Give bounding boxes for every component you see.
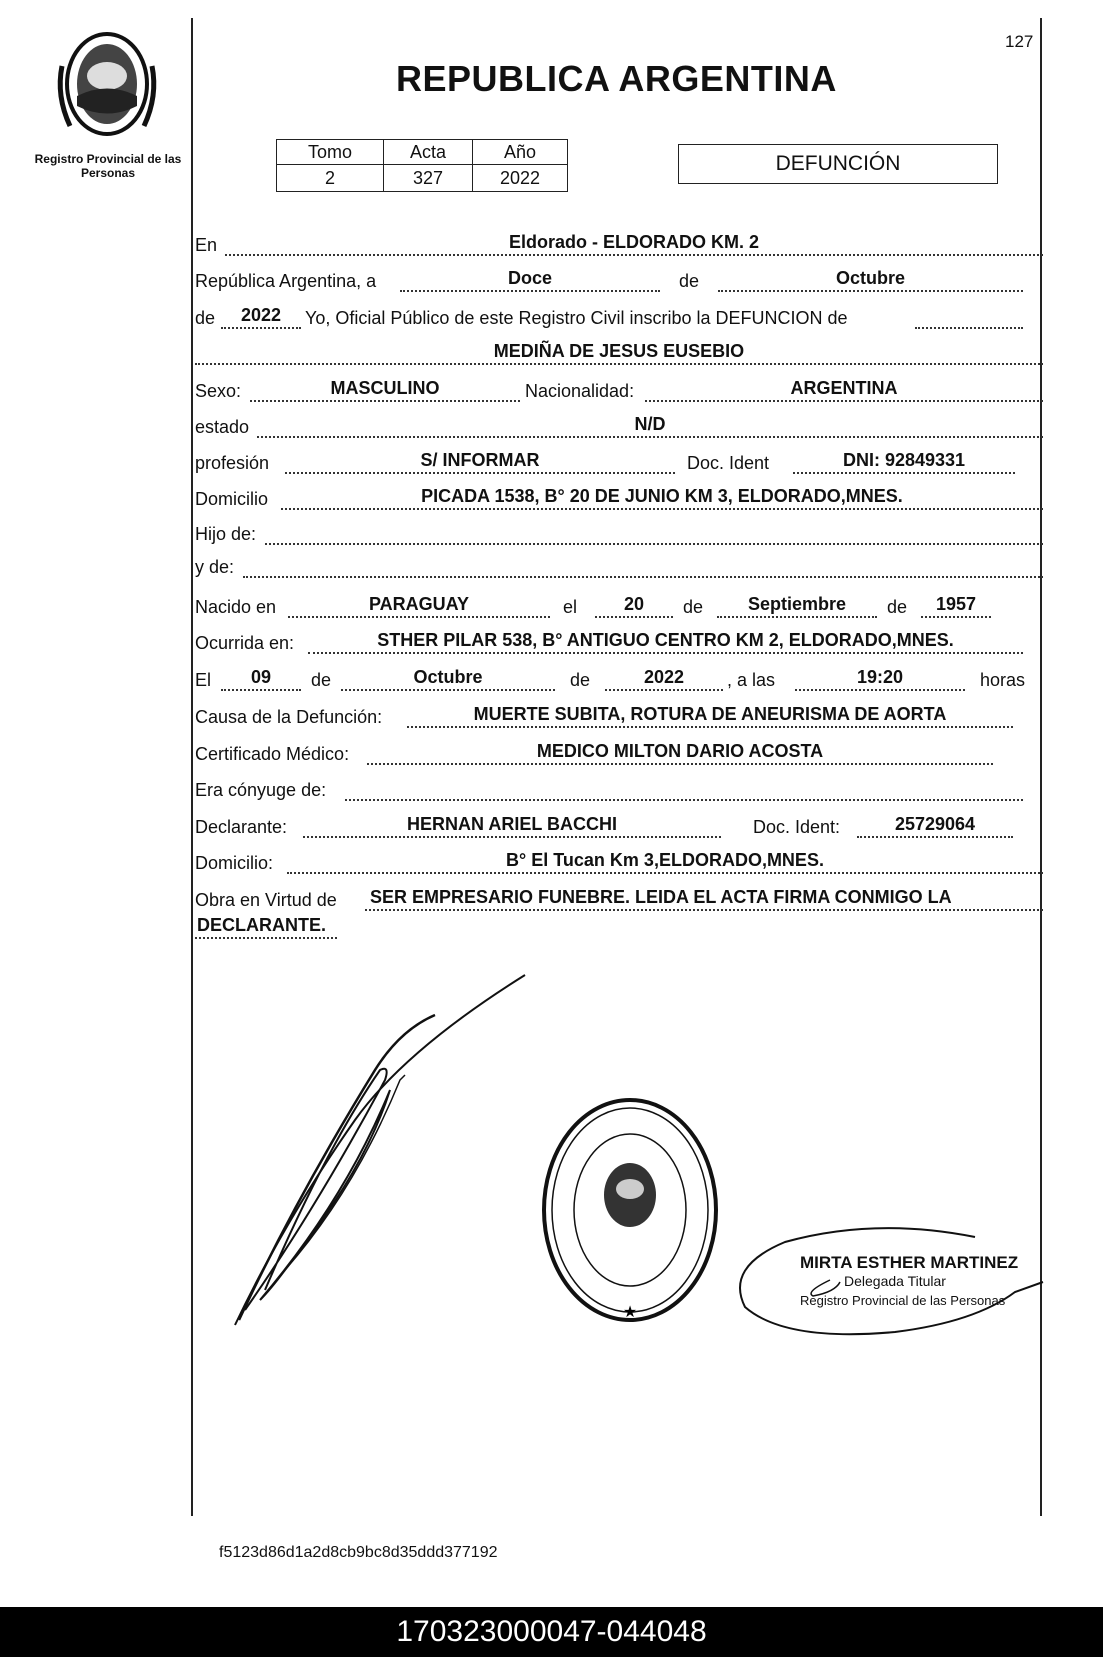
row-spouse — [195, 773, 1043, 803]
seal-caption: Registro Provincial de las Personas — [34, 152, 182, 180]
record-table — [276, 139, 568, 192]
barcode-number-bar: 170323000047-044048 — [0, 1607, 1103, 1657]
row-certificate — [195, 737, 1043, 767]
sex-label: Sexo: — [195, 381, 242, 401]
born-day-value: 20 — [623, 594, 645, 614]
spouse-label: Era cónyuge de: — [195, 780, 327, 800]
month-value: Octubre — [835, 268, 905, 288]
basis-line-2: DECLARANTE. — [197, 915, 326, 935]
declarant-address-value: B° El Tucan Km 3,ELDORADO,MNES. — [506, 850, 824, 870]
death-day-value: 09 — [250, 667, 272, 687]
occurred-value: STHER PILAR 538, B° ANTIGUO CENTRO KM 2, ELDORADO,MNES. — [377, 630, 954, 650]
occurred-label: Ocurrida en: — [195, 633, 295, 653]
page-title: REPUBLICA ARGENTINA — [396, 58, 837, 99]
declarant-address-label: Domicilio: — [195, 853, 274, 873]
death-time-value: 19:20 — [856, 667, 904, 687]
place-value: Eldorado - ELDORADO KM. 2 — [508, 232, 759, 252]
row-profession — [195, 446, 1043, 476]
basis-line-1: SER EMPRESARIO FUNEBRE. LEIDA EL ACTA FIRMA CONMIGO LA — [370, 887, 952, 907]
at-label: , a las — [727, 670, 776, 690]
row-date — [195, 264, 1043, 294]
row-basis — [195, 883, 1043, 913]
tomo-value: 2 — [277, 165, 384, 192]
row-deceased — [195, 337, 1043, 367]
address-label: Domicilio — [195, 489, 269, 509]
sex-value: MASCULINO — [330, 378, 440, 398]
document-type: DEFUNCIÓN — [678, 144, 998, 184]
declarant-signature — [225, 970, 535, 1330]
acta-value: 327 — [384, 165, 473, 192]
profession-label: profesión — [195, 453, 270, 473]
death-el-label: El — [195, 670, 212, 690]
official-role: Delegada Titular — [844, 1273, 946, 1289]
row-civil-status — [195, 410, 1043, 440]
statement-text: Yo, Oficial Público de este Registro Civil inscribo la DEFUNCION de — [305, 308, 848, 328]
declarant-label: Declarante: — [195, 817, 288, 837]
left-margin-line — [191, 18, 193, 1516]
born-el-label: el — [562, 597, 577, 617]
cause-label: Causa de la Defunción: — [195, 707, 383, 727]
provincial-seal — [52, 26, 162, 144]
day-word: Doce — [507, 268, 552, 288]
svg-text:★: ★ — [622, 1304, 638, 1321]
certificate-value: MEDICO MILTON DARIO ACOSTA — [536, 741, 824, 761]
and-of-label: y de: — [195, 557, 235, 577]
acta-header: Acta — [384, 140, 473, 165]
profession-value: S/ INFORMAR — [420, 450, 540, 470]
row-basis-continued — [195, 911, 1043, 941]
anio-value: 2022 — [473, 165, 568, 192]
declarant-doc-value: 25729064 — [894, 814, 976, 834]
anio-header: Año — [473, 140, 568, 165]
row-cause — [195, 700, 1043, 730]
death-month-value: Octubre — [413, 667, 483, 687]
death-year-value: 2022 — [643, 667, 685, 687]
basis-label: Obra en Virtud de — [195, 890, 337, 910]
row-occurred — [195, 626, 1043, 656]
nationality-value: ARGENTINA — [790, 378, 898, 398]
row-address — [195, 482, 1043, 512]
born-in-value: PARAGUAY — [368, 594, 470, 614]
nationality-label: Nacionalidad: — [525, 381, 635, 401]
born-de2-label: de — [886, 597, 908, 617]
child-of-label: Hijo de: — [195, 524, 257, 544]
doc-ident-value: DNI: 92849331 — [842, 450, 966, 470]
tomo-header: Tomo — [277, 140, 384, 165]
born-year-value: 1957 — [935, 594, 977, 614]
born-month-value: Septiembre — [747, 594, 847, 614]
doc-ident-label: Doc. Ident — [687, 453, 770, 473]
place-label: En — [195, 235, 218, 255]
row-birth — [195, 590, 1043, 620]
civil-status-value: N/D — [634, 414, 666, 434]
official-signature-block — [800, 1253, 1025, 1308]
official-name: MIRTA ESTHER MARTINEZ — [800, 1253, 1019, 1272]
death-de1-label: de — [310, 670, 332, 690]
row-child-of — [195, 517, 1043, 547]
page-number: 127 — [1005, 32, 1034, 51]
document-hash: f5123d86d1a2d8cb9bc8d35ddd377192 — [219, 1544, 498, 1561]
born-de1-label: de — [682, 597, 704, 617]
row-sex — [195, 374, 1043, 404]
registry-stamp — [540, 1095, 720, 1325]
civil-status-label: estado — [195, 417, 250, 437]
year-prefix-label: de — [195, 308, 216, 328]
country-label: República Argentina, a — [195, 271, 377, 291]
row-place — [195, 228, 1043, 258]
deceased-name: MEDIÑA DE JESUS EUSEBIO — [493, 341, 745, 361]
row-death-date — [195, 663, 1043, 693]
row-and-of — [195, 550, 1043, 580]
year-value: 2022 — [240, 305, 282, 325]
born-in-label: Nacido en — [195, 597, 277, 617]
row-declarant — [195, 810, 1043, 840]
certificate-label: Certificado Médico: — [195, 744, 350, 764]
death-de2-label: de — [569, 670, 591, 690]
address-value: PICADA 1538, B° 20 DE JUNIO KM 3, ELDORADO,MNES. — [421, 486, 903, 506]
declarant-value: HERNAN ARIEL BACCHI — [406, 814, 617, 834]
row-declarant-address — [195, 846, 1043, 876]
date-de-label: de — [678, 271, 700, 291]
cause-value: MUERTE SUBITA, ROTURA DE ANEURISMA DE AORTA — [473, 704, 947, 724]
hours-label: horas — [980, 670, 1026, 690]
official-org: Registro Provincial de las Personas — [800, 1293, 1006, 1308]
declarant-doc-label: Doc. Ident: — [753, 817, 841, 837]
row-statement — [195, 301, 1043, 331]
